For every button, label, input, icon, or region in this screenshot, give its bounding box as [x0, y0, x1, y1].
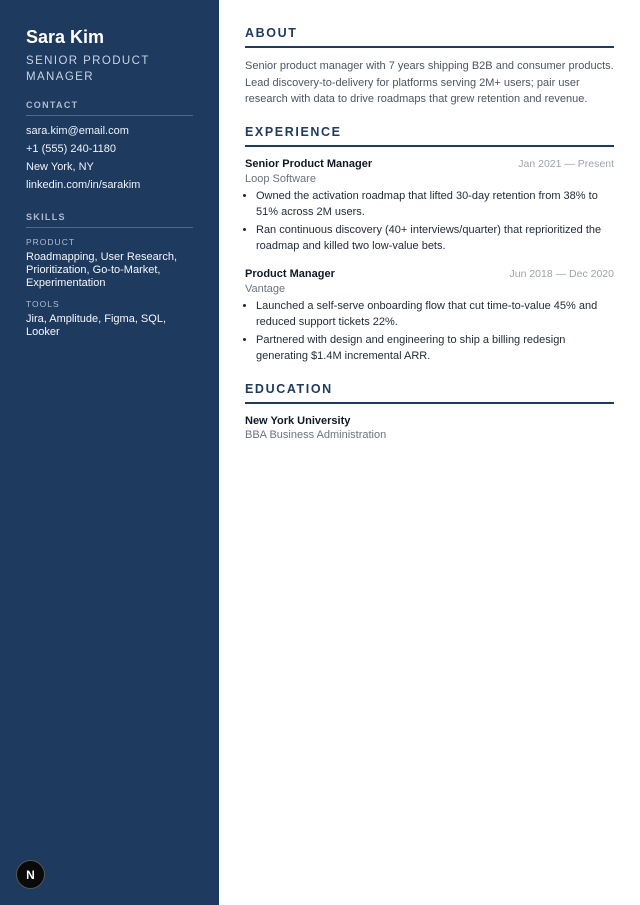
job-bullet: • Launched a self-serve onboarding flow that cut time-to-value 45% and reduced support tickets 22%. — [256, 298, 614, 331]
job-title: Senior Product Manager — [245, 157, 373, 170]
contact-phone: +1 (555) 240-1180 — [26, 143, 117, 155]
experience-heading: EXPERIENCE — [245, 124, 614, 147]
sidebar — [0, 0, 219, 905]
job-dates: Jan 2021 — Present — [518, 157, 614, 170]
profile-role: SENIOR PRODUCT MANAGER — [26, 55, 150, 83]
education-degree: BBA Business Administration — [245, 428, 387, 441]
about-text: Senior product manager with 7 years shipping B2B and consumer products. Lead discovery-to-delivery for platforms serving 2M+ users; pair user research with data to drive roadmaps that grew retention and revenue. — [245, 60, 614, 105]
job-bullets — [245, 298, 614, 365]
job-company: Loop Software — [245, 172, 316, 185]
skill-group-text: Jira, Amplitude, Figma, SQL, Looker — [26, 313, 166, 338]
contact-email[interactable]: sara.kim@email.com — [26, 125, 129, 137]
job-bullet: • Partnered with design and engineering to ship a billing redesign generating $1.4M incremental ARR. — [256, 332, 614, 365]
profile-name: Sara Kim — [26, 27, 105, 47]
education-heading: EDUCATION — [245, 381, 614, 404]
job-header — [245, 158, 614, 170]
n-logo-letter: N — [26, 867, 35, 882]
job-title: Product Manager — [245, 267, 335, 280]
contact-linkedin[interactable]: linkedin.com/in/sarakim — [26, 179, 141, 191]
job-bullet: • Ran continuous discovery (40+ interviews/quarter) that reprioritized the roadmap and killed two low-value bets. — [256, 222, 614, 255]
main-content — [245, 25, 614, 441]
contact-list — [26, 122, 193, 194]
education-school: New York University — [245, 414, 351, 427]
job-entry — [245, 158, 614, 255]
about-heading: ABOUT — [245, 25, 614, 48]
skills-heading: SKILLS — [26, 212, 193, 228]
contact-location: New York, NY — [26, 161, 94, 173]
skill-group-label: TOOLS — [26, 299, 60, 309]
skill-group-label: PRODUCT — [26, 237, 76, 247]
job-entry — [245, 268, 614, 365]
job-dates: Jun 2018 — Dec 2020 — [509, 267, 614, 280]
skill-group-text: Roadmapping, User Research, Prioritization, Go-to-Market, Experimentation — [26, 251, 178, 289]
job-bullet: • Owned the activation roadmap that lifted 30-day retention from 38% to 51% across 2M users. — [256, 188, 614, 221]
job-header — [245, 268, 614, 280]
n-logo-icon[interactable] — [16, 860, 45, 889]
job-bullets — [245, 188, 614, 255]
job-company: Vantage — [245, 282, 286, 295]
contact-heading: CONTACT — [26, 100, 193, 116]
